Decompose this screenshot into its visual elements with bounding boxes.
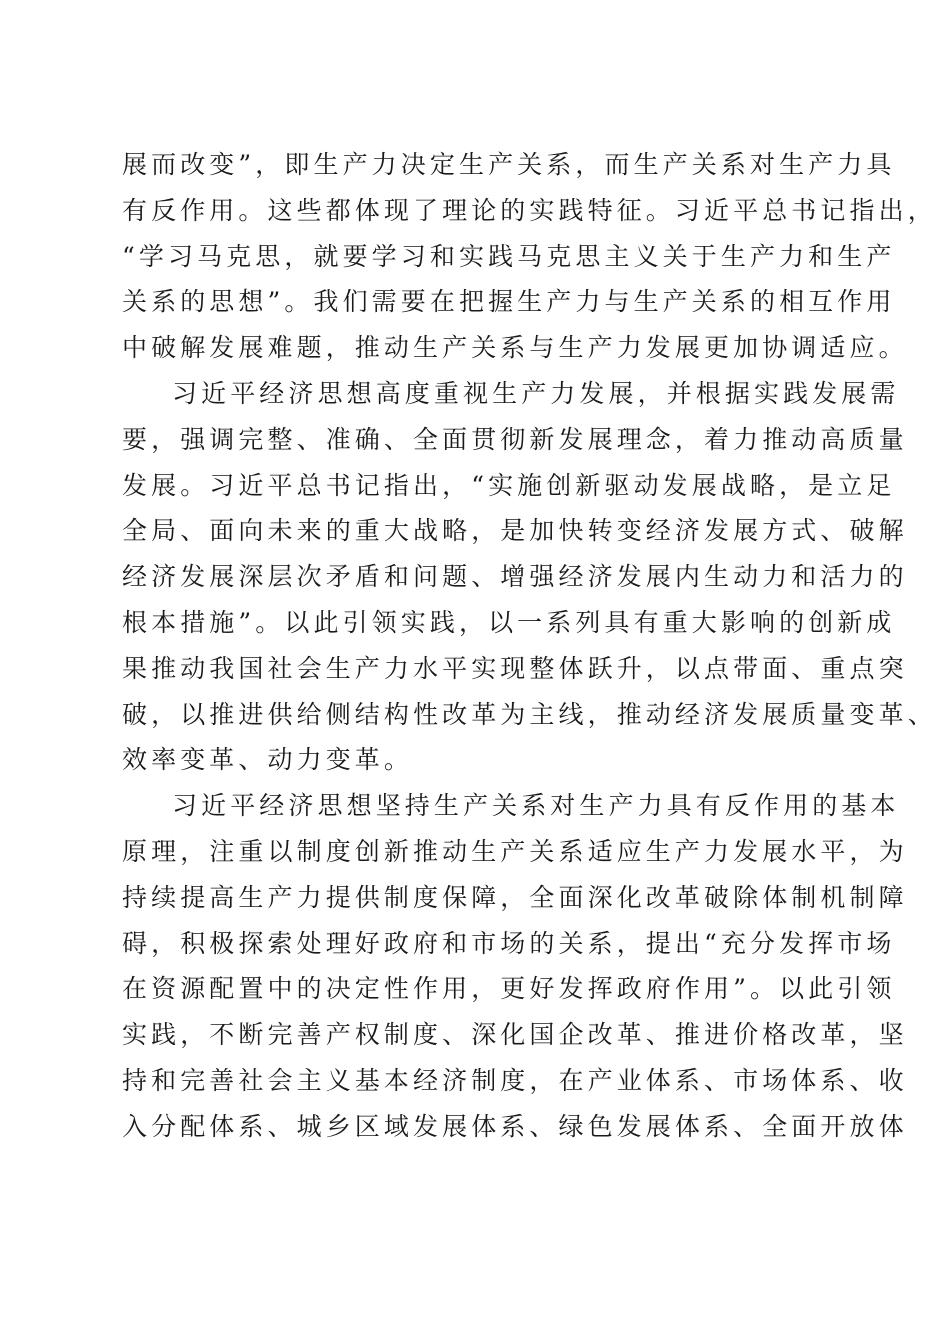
body-text	[122, 142, 937, 1150]
text-line: 有反作用。这些都体现了理论的实践特征。习近平总书记指出，	[122, 195, 937, 225]
text-line: 碍，积极探索处理好政府和市场的关系，提出“充分发挥市场	[122, 928, 896, 958]
text-line: 原理，注重以制度创新推动生产关系适应生产力发展水平，为	[122, 836, 908, 866]
text-line: 入分配体系、城乡区域发展体系、绿色发展体系、全面开放体	[122, 1111, 908, 1141]
text-line: 果推动我国社会生产力水平实现整体跃升，以点带面、重点突	[122, 653, 908, 683]
text-line: 持和完善社会主义基本经济制度，在产业体系、市场体系、收	[122, 1065, 908, 1095]
text-line: 效率变革、动力变革。	[122, 745, 414, 775]
text-line: 中破解发展难题，推动生产关系与生产力发展更加协调适应。	[122, 333, 908, 363]
paragraph-start-line: 习近平经济思想高度重视生产力发展，并根据实践发展需	[172, 378, 900, 408]
text-line: 实践，不断完善产权制度、深化国企改革、推进价格改革，坚	[122, 1020, 908, 1050]
text-line: 关系的思想”。我们需要在把握生产力与生产关系的相互作用	[122, 287, 896, 317]
text-line: 要，强调完整、准确、全面贯彻新发展理念，着力推动高质量	[122, 424, 908, 454]
text-line: 破，以推进供给侧结构性改革为主线，推动经济发展质量变革、	[122, 699, 937, 729]
text-line: 展而改变”，即生产力决定生产关系，而生产关系对生产力具	[122, 150, 896, 179]
text-line: 发展。习近平总书记指出，“实施创新驱动发展战略，是立足	[122, 470, 896, 500]
text-line: 根本措施”。以此引领实践，以一系列具有重大影响的创新成	[122, 607, 896, 637]
text-line: 持续提高生产力提供制度保障，全面深化改革破除体制机制障	[122, 882, 908, 912]
text-line: “学习马克思，就要学习和实践马克思主义关于生产力和生产	[122, 241, 896, 271]
paragraph-start-line: 习近平经济思想坚持生产关系对生产力具有反作用的基本	[172, 791, 900, 821]
text-line: 在资源配置中的决定性作用，更好发挥政府作用”。以此引领	[122, 974, 896, 1004]
text-line: 全局、面向未来的重大战略，是加快转变经济发展方式、破解	[122, 516, 908, 546]
text-line: 经济发展深层次矛盾和问题、增强经济发展内生动力和活力的	[122, 562, 908, 592]
